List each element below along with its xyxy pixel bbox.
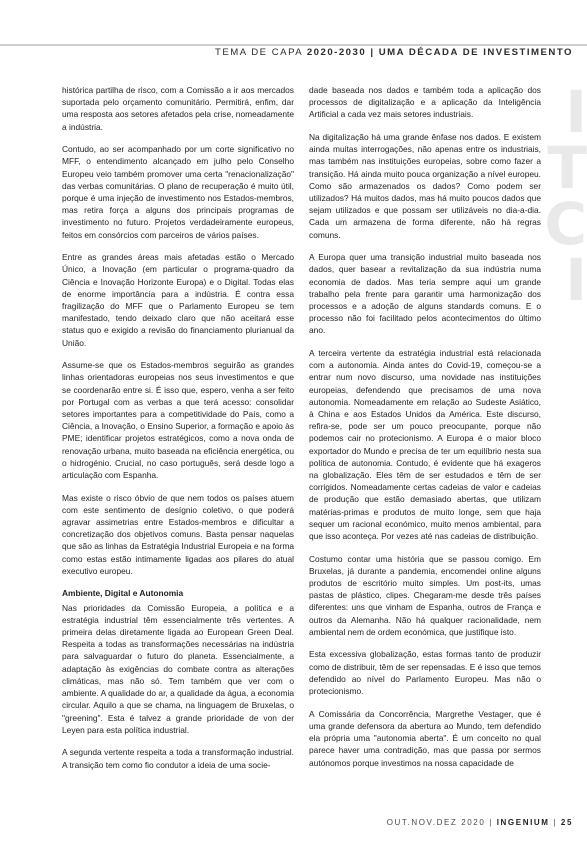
page-number: 25 [560,818,573,827]
running-header [215,47,573,58]
paragraph: Costumo contar uma história que se passou comigo. Em Bruxelas, já durante a pandemia, encomendei online alguns produtos de escritório muito simples. Um post-its, umas pastas de plástico, clipes. Chegaram-me desde três países diferentes: uns que vinham de Espanha, outros de França e outros da Alemanha. Não há qualquer racionalidade, nem ambiental nem de ordem económica, que justifique isto. [309,553,541,637]
deco-letter: I [565,78,587,146]
paragraph: histórica partilha de risco, com a Comissão a ir aos mercados suportada pelo orçamento comunitário. Permitirá, enfim, dar uma resposta aos setores afetados pela crise, nomeadamente a indústria. [62,85,294,132]
left-column [62,84,294,781]
paragraph: Na digitalização há uma grande ênfase nos dados. E existem ainda muitas interrogações, não apenas entre os industriais, mas também nas instituições europeias, sobre como fazer a transição. Há ainda muito pouca organização a nível europeu. Como são armazenados os dados? Como podem ser utilizados? Há muitos dados, mas há muito poucos dados que sejam utilizados e que possam ser utilizáveis no dia-a-dia. Cada um armazena de forma diferente, não há regras comuns. [309,132,541,240]
page-footer [387,818,573,827]
footer-magazine: INGENIUM [496,818,550,827]
paragraph: A terceira vertente da estratégia industrial está relacionada com a autonomia. Ainda antes do Covid-19, começou-se a entrar num novo discurso, uma novidade nas instituições europeias, defendendo que precisamos de uma nova autonomia. Nomeadamente em relação ao Sudeste Asiático, à China e aos Estados Unidos da América. Este discurso, refira-se, pode ser um pouco preocupante, porque não podemos cair no protecionismo. A Europa é o maior bloco exportador do Mundo e precisa de ter um equilíbrio nesta sua política de autonomia. Contudo, é evidente que há exageros na globalização. Eles têm de ser estudados e têm de ser corrigidos. Nomeadamente certas cadeias de valor e cadeias de produção que estão demasiado abertas, que utilizam matérias-primas e produtos de muito longe, sem que haja sequer um racional económico, muito menos ambiental, para que isso aconteça. Por vezes até nas cadeias de distribuição. [309,348,541,542]
right-column [309,84,541,779]
paragraph: Mas existe o risco óbvio de que nem todos os países atuem com este sentimento de desígnio coletivo, o que poderá agravar assimetrias entre Estados-membros e dificultar a concretização dos objetivos comuns. Basta pensar naquelas que são as linhas da Estratégia Industrial Europeia e na forma como estas estão intimamente ligadas aos pilares do atual executivo europeu. [62,492,294,576]
paragraph: A Europa quer uma transição industrial muito baseada nos dados, quer basear a revitalização da sua indústria numa economia de dados. Mas teria sempre aqui um grande trabalho pela frente para garantir uma harmonização dos processos e a adoção de alguns standards comuns. E o processo não foi facilitado pelos acontecimentos do último ano. [309,252,541,336]
paragraph: Esta excessiva globalização, estas formas tanto de produzir como de distribuir, têm de ser repensadas. E é isso que temos defendido ao nível do Parlamento Europeu. Mas não o protecionismo. [309,649,541,697]
section-subheading: Ambiente, Digital e Autonomia [62,588,184,599]
paragraph: Contudo, ao ser acompanhado por um corte significativo no MFF, o entendimento alcançado em julho pelo Conselho Europeu veio também promover uma certa "renacionalização" das verbas comunitárias. O plano de recuperação é muito útil, porque é uma injeção de investimento nos Estados-membros, mas retira força a alguns dos principais programas de investimento no futuro. Projetos verdadeiramente europeus, feitos em consórcios com parceiros de vários países. [62,144,294,240]
paragraph: dade baseada nos dados e também toda a aplicação dos processos de digitalização e a aplicação da Inteligência Artificial a cada vez mais setores industriais. [309,85,541,120]
deco-letter: I [565,246,587,314]
header-rule [0,44,587,46]
footer-issue: OUT.NOV.DEZ 2020 [386,818,486,827]
deco-letter: C [544,190,587,258]
footer-separator: | [489,818,497,827]
paragraph: A Comissária da Concorrência, Margrethe Vestager, que é uma grande defensora da abertura ao Mundo, tem defendido ela própria uma "autonomia aberta". É um conceito no qual parece haver uma contradição, mas que passa por sermos autónomos porque investimos na nossa capacidade de [309,708,541,768]
footer-separator: | [553,818,561,827]
deco-letter: T [547,134,587,202]
header-section: TEMA DE CAPA [214,47,303,58]
paragraph: Entre as grandes áreas mais afetadas estão o Mercado Único, a Inovação (em particular o programa-quadro da Ciência e Inovação Horizonte Europa) e o Digital. Todas elas de enorme importância para a indústria. É contra essa fragilização do MFF que o Parlamento Europeu se tem manifestado, tendo deixado claro que não aceitará esse status quo e exigido a revisão do financiamento plurianual da União. [62,252,294,348]
paragraph: A segunda vertente respeita a toda a transformação industrial. A transição tem como fio condutor a ideia de uma socie- [62,747,294,770]
paragraph: Assume-se que os Estados-membros seguirão as grandes linhas orientadoras europeias nos seus investimentos e que se coordenarão entre si. É isso que, espero, venha a ser feito por Portugal com as verbas a que terá acesso: consolidar setores importantes para a competitividade do País, como a Ciência, a Inovação, o Ensino Superior, a formação e apoio às PME; identificar projetos estratégicos, como a nova onda de renovação urbana, muito baseada na eficiência energética, ou o hidrogénio. Crucial, no caso português, será desde logo a articulação com Espanha. [62,360,294,481]
header-title: 2020-2030 | UMA DÉCADA DE INVESTIMENTO [306,47,573,58]
paragraph: Nas prioridades da Comissão Europeia, a política e a estratégia industrial têm essencialmente três vertentes. A primeira delas diretamente ligada ao European Green Deal. Respeita a todas as transformações necessárias na indústria para salvaguardar o futuro do planeta. Essencialmente, a adaptação às exigências do combate contra as alterações climáticas, mas não só. Tem também que ver com o ambiente. A qualidade do ar, a qualidade da água, a economia circular. Aquilo a que se chama, na linguagem de Bruxelas, o "greening". Esta é talvez a grande prioridade de von der Leyen para esta política industrial. [62,602,294,735]
